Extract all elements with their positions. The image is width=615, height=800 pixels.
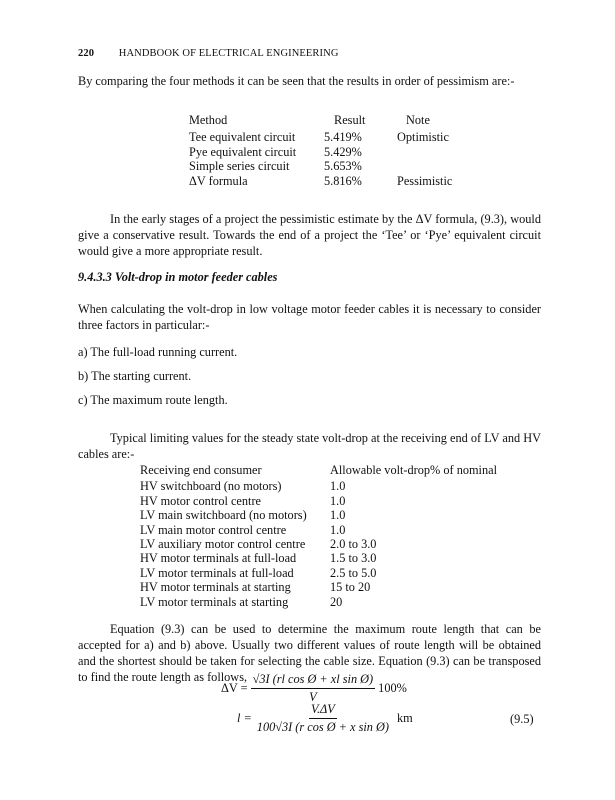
table-row [140,479,497,493]
column-header: Receiving end consumer [140,463,262,477]
table-row [140,551,497,565]
column-header: Allowable volt-drop% of nominal [330,463,497,477]
cell: LV motor terminals at starting [140,594,289,609]
cell: LV main switchboard (no motors) [140,508,307,523]
denominator: 100√3I (r cos Ø + x sin Ø) [256,720,389,734]
table-row [189,174,452,188]
section-heading: 9.4.3.3 Volt-drop in motor feeder cables [78,270,278,284]
denominator: V [309,690,317,704]
table-row [140,537,497,551]
table-header-row [140,463,497,477]
paragraph-equation-usage: Equation (9.3) can be used to determine the maximum route length that can be accepted for a) and b) above. Usually two different values of route length will be obtained and the shortest should be taken for selecting the cable size. Equation (9.3) can be transposed to find the route length as follows, [78,622,541,684]
equation-suffix: km [397,711,413,725]
cell: 5.816% [324,173,362,188]
table-row [140,523,497,537]
running-header [78,48,339,59]
equation-suffix: 100% [378,681,407,695]
list-item: a) The full-load running current. [78,345,238,359]
fraction [251,672,376,705]
list-item: b) The starting current. [78,369,192,383]
cell: 5.429% [324,144,362,159]
methods-table [189,113,452,188]
cell: ΔV formula [189,173,248,188]
table-row [140,595,497,609]
cell: HV motor terminals at full-load [140,551,297,566]
cell: HV motor terminals at starting [140,580,291,595]
paragraph-limiting-values: Typical limiting values for the steady state volt-drop at the receiving end of LV and HV cables are:- [78,431,541,461]
cell: LV auxiliary motor control centre [140,537,306,552]
cell [397,145,452,159]
cell: 20 [330,594,343,609]
cell: Simple series circuit [189,159,290,174]
paragraph-motor-feeder: When calculating the volt-drop in low voltage motor feeder cables it is necessary to consider three factors in particular:- [78,302,541,332]
cell: 15 to 20 [330,580,371,595]
cell: 5.653% [324,159,362,174]
cell: 2.5 to 5.0 [330,565,377,580]
cell: LV motor terminals at full-load [140,565,294,580]
cell [397,159,452,173]
table-row [140,580,497,594]
table-row [189,145,452,159]
cell: LV main motor control centre [140,522,287,537]
equation-delta-v [221,672,407,705]
page-number: 220 [78,48,95,59]
table-row [140,566,497,580]
intro-paragraph: By comparing the four methods it can be seen that the results in order of pessimism are:- [78,74,515,88]
cell: 2.0 to 3.0 [330,537,377,552]
paragraph-pessimistic-estimate: In the early stages of a project the pessimistic estimate by the ΔV formula, (9.3), would give a conservative result. Towards the end of a project the ‘Tee’ or ‘Pye’ equivalent circuit would give a more appropriate result. [78,212,541,258]
cell: Tee equivalent circuit [189,130,296,145]
equation-route-length [237,702,413,735]
cell: Pessimistic [397,173,453,188]
list-item: c) The maximum route length. [78,393,228,407]
numerator: V.ΔV [309,702,337,719]
cell: HV switchboard (no motors) [140,479,282,494]
cell: 1.0 [330,493,346,508]
table-row [189,130,452,144]
cell: 1.0 [330,522,346,537]
cell: 1.5 to 3.0 [330,551,377,566]
equation-number: (9.5) [510,712,534,726]
equation-lhs: ΔV = [221,681,248,695]
column-header: Method [189,113,228,127]
voltdrop-table [140,463,497,609]
table-row [140,494,497,508]
numerator: √3I (rl cos Ø + xl sin Ø) [251,672,376,689]
fraction [255,702,391,735]
cell: Optimistic [397,130,449,145]
table-row [189,159,452,173]
cell: 1.0 [330,479,346,494]
running-title: HANDBOOK OF ELECTRICAL ENGINEERING [118,48,339,59]
table-row [140,508,497,522]
equation-lhs: l = [237,711,252,725]
cell: 5.419% [324,130,362,145]
column-header: Note [406,113,430,127]
cell: Pye equivalent circuit [189,144,297,159]
table-header-row [189,113,452,127]
cell: HV motor control centre [140,493,261,508]
column-header: Result [334,113,366,127]
cell: 1.0 [330,508,346,523]
